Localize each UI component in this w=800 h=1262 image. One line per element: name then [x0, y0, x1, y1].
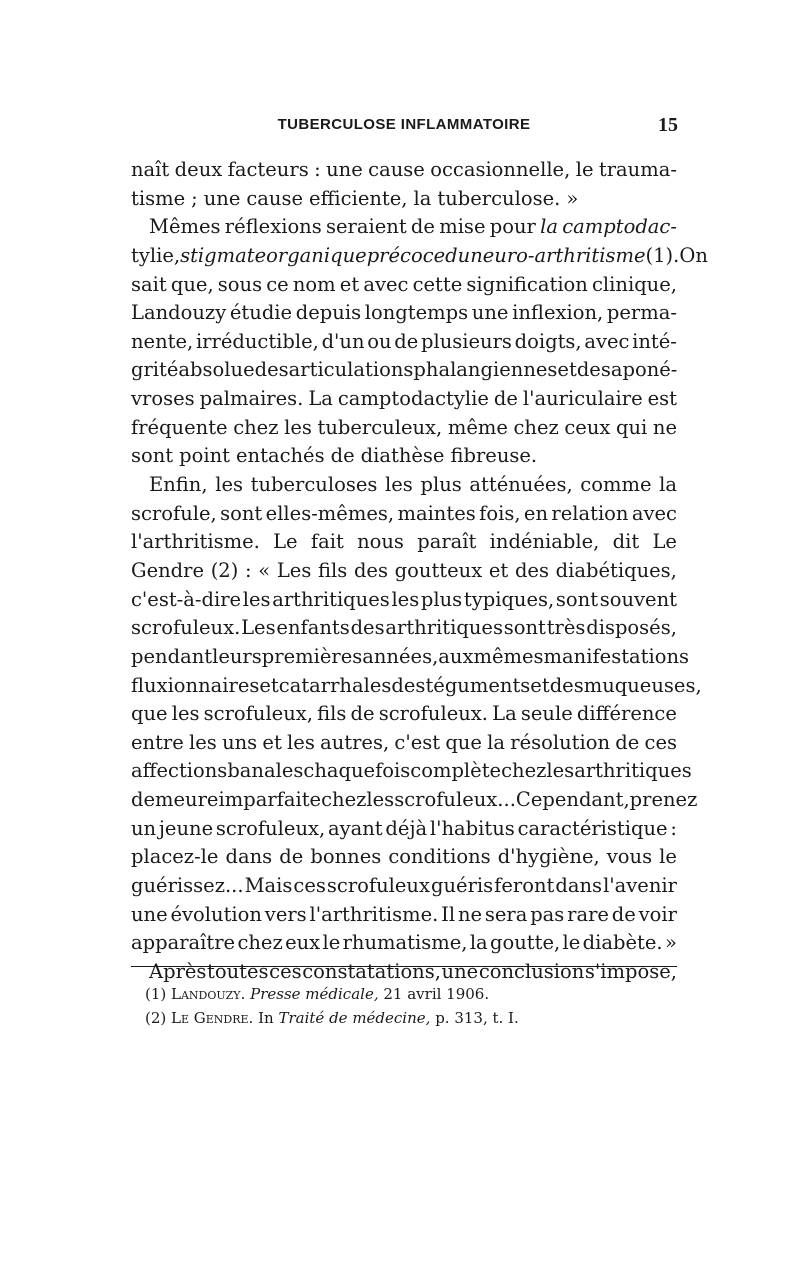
word: prenez — [629, 788, 698, 812]
word: fils — [317, 702, 347, 726]
word: chez — [513, 415, 559, 439]
word: qui — [616, 415, 648, 439]
word: doigts, — [514, 329, 582, 353]
word: l'arthritisme. — [131, 530, 260, 554]
word: Le — [652, 530, 677, 554]
word: l'arthritisme. — [309, 902, 439, 926]
word: Le — [273, 530, 298, 554]
word: dans — [555, 874, 603, 898]
word: tuberculeux, — [317, 415, 443, 439]
running-head-title: TUBERCULOSE INFLAMMATOIRE — [277, 116, 531, 133]
word: s'impose, — [584, 959, 677, 983]
word: apparaître — [131, 931, 236, 955]
word: fluxionnaires — [131, 673, 260, 697]
word: jeune — [158, 816, 214, 840]
word: ceux — [564, 415, 611, 439]
word: sous — [217, 272, 263, 296]
word: le — [562, 931, 581, 955]
text-line — [131, 586, 677, 615]
word: résolution — [510, 730, 611, 754]
word: goutte, — [490, 931, 561, 955]
word: conclusion — [478, 959, 585, 983]
word: aponé- — [610, 358, 678, 382]
word: rare — [567, 902, 609, 926]
text-line — [131, 328, 677, 357]
footnote-2 — [145, 1006, 665, 1030]
word: trauma- — [598, 158, 677, 181]
word: banales — [227, 759, 304, 783]
word: sera — [484, 902, 528, 926]
word: imparfaite — [218, 788, 322, 812]
word: cause — [368, 158, 425, 181]
word: une — [203, 186, 241, 210]
text-line — [131, 929, 677, 958]
word: » — [664, 931, 677, 955]
word: inté- — [632, 329, 677, 353]
word: que, — [170, 272, 214, 296]
word: autres, — [320, 730, 390, 754]
word: dans — [225, 845, 273, 869]
word: ne — [457, 902, 483, 926]
word: fréquente — [131, 415, 228, 439]
word: réflexions — [224, 215, 322, 239]
word: l'habitus — [429, 816, 515, 840]
word: c'est-à-dire — [131, 587, 242, 611]
word: stigmate — [180, 243, 267, 267]
word: le — [322, 931, 341, 955]
word: la — [487, 730, 506, 754]
text-line — [131, 528, 677, 557]
word: de — [394, 329, 419, 353]
word: entachés — [236, 444, 325, 468]
word: scrofuleux... — [394, 788, 516, 812]
word: phalangiennes — [413, 358, 558, 382]
word: Après — [149, 959, 207, 983]
word: les — [171, 702, 200, 726]
footnote-author: Landouzy. — [171, 985, 246, 1003]
word: l'auriculaire — [522, 387, 643, 411]
word: paraît — [417, 530, 477, 554]
footnote-detail: p. 313, t. I. — [435, 1009, 519, 1027]
word: avec — [363, 272, 409, 296]
word: scrofuleux. — [378, 702, 488, 726]
text-line — [131, 299, 677, 328]
word: les — [546, 759, 575, 783]
word: vous — [606, 845, 653, 869]
word: souvent — [599, 587, 677, 611]
text-line — [131, 757, 692, 786]
word: La — [492, 702, 517, 726]
word: d'hygiène, — [497, 845, 600, 869]
word: chez — [233, 415, 279, 439]
word: premières — [261, 644, 363, 668]
word: plus — [420, 473, 462, 497]
word: Enfin, — [149, 473, 208, 497]
word: « — [258, 558, 271, 582]
word: vroses — [131, 387, 195, 411]
footnotes — [145, 982, 665, 1030]
word: un — [131, 816, 157, 840]
word: sont — [503, 616, 546, 640]
word: comme — [580, 473, 652, 497]
word: fois — [375, 759, 411, 783]
text-line — [131, 271, 677, 300]
word: enfants — [276, 616, 350, 640]
word: très — [546, 616, 586, 640]
word: ces — [644, 730, 677, 754]
word: facteurs — [227, 158, 309, 181]
word: fois, — [479, 501, 521, 525]
word: clinique, — [592, 272, 677, 296]
word: cette — [412, 272, 463, 296]
word: mêmes — [473, 644, 544, 668]
word: : — [670, 816, 677, 840]
word: atténuées, — [469, 473, 573, 497]
word: guérissez... — [131, 874, 244, 898]
word: chaque — [303, 759, 376, 783]
word: des — [549, 673, 584, 697]
word: est — [647, 387, 677, 411]
word: deux — [174, 158, 223, 181]
word: signification — [466, 272, 588, 296]
word: fibreuse. — [450, 444, 538, 468]
word: arthritiques — [272, 587, 390, 611]
word: diabète. — [582, 931, 663, 955]
word: : — [245, 558, 252, 582]
word: seraient — [326, 215, 407, 239]
word: Mêmes — [149, 215, 221, 239]
text-line — [131, 442, 677, 471]
word: sont — [555, 587, 599, 611]
footnote-source: Traité de médecine, — [278, 1009, 431, 1027]
word: uns — [222, 730, 258, 754]
text-line — [131, 614, 677, 643]
text-line — [131, 700, 677, 729]
word: scrofuleux, — [203, 702, 313, 726]
word: dit — [612, 530, 640, 554]
word: arthritiques — [385, 616, 503, 640]
word: nous — [357, 530, 404, 554]
word: des — [353, 558, 388, 582]
word: chez — [501, 759, 547, 783]
word: ces — [293, 874, 326, 898]
word: de — [611, 902, 636, 926]
word: des — [350, 616, 385, 640]
word: ; — [191, 186, 198, 210]
footnote-1 — [145, 982, 665, 1006]
text-line — [131, 356, 677, 385]
word: depuis — [295, 301, 362, 325]
text-line — [131, 242, 708, 271]
word: des — [576, 358, 611, 382]
word: les — [189, 730, 217, 754]
word: (1). — [645, 243, 680, 267]
word: disposés, — [586, 616, 677, 640]
word: scrofule, — [131, 501, 217, 525]
word: les — [215, 473, 243, 497]
word: chez — [237, 931, 283, 955]
word: constatations, — [302, 959, 441, 983]
word: mise — [439, 215, 486, 239]
word: eux — [285, 931, 321, 955]
word: tisme — [131, 186, 186, 210]
word: muqueuses, — [583, 673, 702, 697]
word: pour — [489, 215, 536, 239]
text-line — [131, 156, 677, 185]
word: pas — [530, 902, 565, 926]
word: diabétiques, — [555, 558, 677, 582]
word: des — [514, 558, 549, 582]
word: guéris — [431, 874, 494, 898]
word: longtemps — [364, 301, 469, 325]
word: articulations — [288, 358, 414, 382]
word: maintes — [397, 501, 476, 525]
word: c'est — [394, 730, 441, 754]
word: placez-le — [131, 845, 219, 869]
word: les — [385, 473, 413, 497]
word: Mais — [244, 874, 293, 898]
word: sont — [220, 501, 263, 525]
word: de — [615, 730, 640, 754]
word: plusieurs — [420, 329, 512, 353]
word: que — [131, 702, 168, 726]
text-line — [131, 815, 677, 844]
word: avec — [584, 329, 630, 353]
word: naît — [131, 158, 170, 181]
word: ayant — [327, 816, 383, 840]
word: cause — [246, 186, 304, 210]
word: fils — [318, 558, 348, 582]
text-line — [131, 901, 677, 930]
footnote-rule — [131, 966, 677, 967]
word: elles-mêmes, — [265, 501, 395, 525]
word: les — [391, 587, 420, 611]
word: pendant — [131, 644, 213, 668]
word: en — [523, 501, 549, 525]
word: de — [330, 444, 355, 468]
text-line — [131, 471, 677, 500]
word: complète — [410, 759, 502, 783]
word: grité — [131, 358, 179, 382]
word: du — [445, 243, 471, 267]
word: demeure — [131, 788, 219, 812]
word: scrofuleux — [326, 874, 430, 898]
word: l'avenir — [603, 874, 677, 898]
word: seule — [520, 702, 573, 726]
word: nom — [292, 272, 336, 296]
text-line — [131, 213, 677, 242]
word: La — [308, 387, 333, 411]
word: (2) — [210, 558, 239, 582]
text-line — [131, 786, 698, 815]
word: la — [469, 931, 488, 955]
word: rhumatisme, — [342, 931, 468, 955]
word: conditions — [388, 845, 491, 869]
word: palmaires. — [199, 387, 304, 411]
word: catarrhales — [278, 673, 392, 697]
word: différence — [576, 702, 677, 726]
word: années, — [362, 644, 439, 668]
word: typiques, — [463, 587, 555, 611]
text-line — [131, 729, 677, 758]
footnote-mark: (1) — [145, 985, 167, 1003]
word: ces — [269, 959, 302, 983]
word: téguments — [425, 673, 531, 697]
footnote-detail: 21 avril 1906. — [383, 985, 490, 1003]
word: et — [259, 673, 279, 697]
word: : — [314, 158, 321, 181]
word: Cependant, — [515, 788, 630, 812]
word: les — [366, 788, 395, 812]
running-head — [130, 116, 678, 140]
word: les — [287, 730, 315, 754]
word: point — [179, 444, 231, 468]
text-line — [131, 872, 677, 901]
word: vers — [264, 902, 307, 926]
text-line — [131, 557, 677, 586]
word: Gendre — [131, 558, 205, 582]
word: indéniable, — [489, 530, 600, 554]
word: évolution — [170, 902, 262, 926]
word: Les — [276, 558, 312, 582]
word: de — [279, 845, 304, 869]
word: entre — [131, 730, 184, 754]
word: toutes — [207, 959, 269, 983]
word: ce — [266, 272, 289, 296]
word: affections — [131, 759, 228, 783]
word: scrofuleux. — [131, 616, 241, 640]
page-number: 15 — [658, 114, 678, 136]
word: même — [447, 415, 508, 439]
word: et — [530, 673, 550, 697]
text-line — [131, 385, 677, 414]
word: bonnes — [310, 845, 382, 869]
word: leurs — [212, 644, 262, 668]
word: neuro-arthritisme — [470, 243, 646, 267]
word: et — [339, 272, 360, 296]
footnote-author: Le Gendre. — [171, 1009, 254, 1027]
word: une — [326, 158, 363, 181]
word: nente, — [131, 329, 194, 353]
word: de — [493, 387, 518, 411]
word: aux — [438, 644, 474, 668]
body-text — [131, 156, 708, 987]
word: la — [540, 215, 558, 239]
word: occasionnelle, — [430, 158, 571, 181]
word: arthritiques — [574, 759, 692, 783]
word: une — [131, 902, 168, 926]
word: la — [659, 473, 677, 497]
word: tylie, — [131, 243, 181, 267]
word: camptodactylie — [337, 387, 489, 411]
word: efficiente, — [309, 186, 408, 210]
word: précoce — [366, 243, 446, 267]
word: tuberculoses — [250, 473, 378, 497]
word: sait — [131, 272, 167, 296]
word: scrofuleux, — [215, 816, 326, 840]
text-line — [131, 643, 690, 672]
word: sont — [131, 444, 174, 468]
word: la — [413, 186, 432, 210]
word: » — [566, 186, 579, 210]
word: avec — [631, 501, 677, 525]
footnote-mark: (2) — [145, 1009, 167, 1027]
word: absolue — [178, 358, 255, 382]
word: le — [575, 158, 594, 181]
word: organique — [266, 243, 367, 267]
word: inflexion, — [512, 301, 604, 325]
word: voir — [638, 902, 677, 926]
word: On — [679, 243, 708, 267]
word: les — [242, 587, 271, 611]
word: goutteux — [394, 558, 483, 582]
text-line — [131, 414, 677, 443]
footnote-source: Presse médicale, — [250, 985, 379, 1003]
word: perma- — [606, 301, 677, 325]
text-line — [131, 672, 702, 701]
word: une — [441, 959, 479, 983]
word: Les — [241, 616, 276, 640]
word: Landouzy — [131, 301, 227, 325]
word: le — [659, 845, 677, 869]
text-line — [131, 500, 677, 529]
word: des — [391, 673, 426, 697]
word: manifestations — [543, 644, 690, 668]
text-line — [131, 843, 677, 872]
word: que — [445, 730, 482, 754]
word: ne — [652, 415, 677, 439]
word: diathèse — [360, 444, 445, 468]
word: camptodac- — [562, 215, 677, 239]
word: et — [488, 558, 509, 582]
word: et — [262, 730, 282, 754]
word: les — [284, 415, 312, 439]
footnote-prefix: In — [258, 1009, 274, 1027]
word: fait — [310, 530, 344, 554]
word: chez — [321, 788, 367, 812]
word: irréductible, — [195, 329, 319, 353]
word: d'un — [321, 329, 365, 353]
word: déjà — [385, 816, 428, 840]
word: de — [410, 215, 435, 239]
word: Il — [441, 902, 456, 926]
word: et — [557, 358, 577, 382]
word: étudie — [229, 301, 293, 325]
text-line — [131, 185, 677, 214]
word: plus — [420, 587, 463, 611]
word: caractéristique — [517, 816, 668, 840]
word: feront — [494, 874, 555, 898]
word: ou — [367, 329, 392, 353]
word: une — [471, 301, 509, 325]
word: tuberculose. — [437, 186, 561, 210]
word: de — [350, 702, 375, 726]
word: relation — [551, 501, 629, 525]
word: des — [254, 358, 289, 382]
